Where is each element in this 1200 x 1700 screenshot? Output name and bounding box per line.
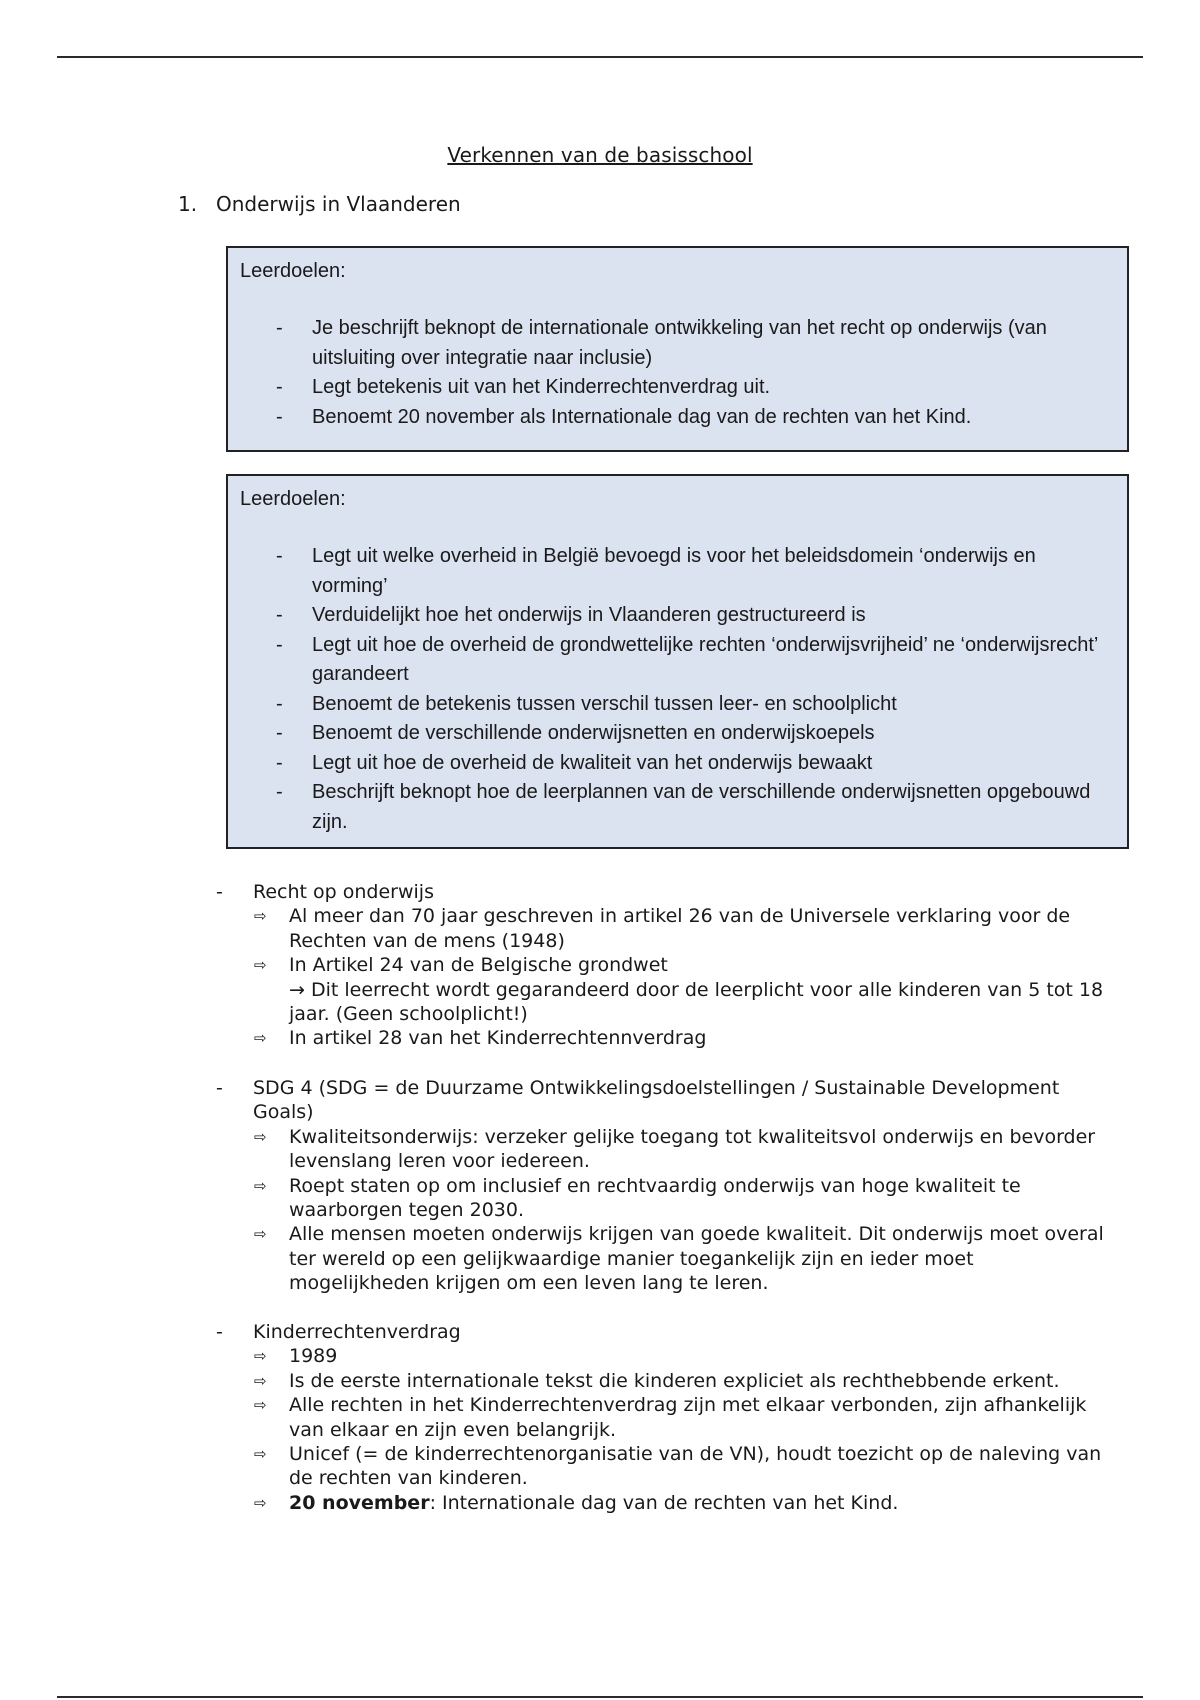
list-item [213, 1442, 1113, 1491]
list-item-text: Benoemt de betekenis tussen verschil tussen leer- en schoolplicht [312, 692, 897, 715]
learning-goals-box-2 [226, 474, 1129, 849]
arrow-list [213, 1344, 1113, 1515]
list-item [213, 953, 1113, 1026]
section-recht-op-onderwijs [213, 880, 1113, 1051]
list-item [213, 1369, 1113, 1393]
goals-list [240, 542, 1115, 837]
list-item [240, 601, 1115, 631]
list-item [240, 690, 1115, 720]
arrow-icon: ⇨ [254, 1127, 267, 1146]
arrow-icon: ⇨ [254, 1176, 267, 1195]
dash-bullet: - [276, 692, 283, 715]
list-item [213, 1026, 1113, 1050]
arrow-icon: ⇨ [254, 1347, 267, 1366]
list-item-text: 1989 [289, 1345, 338, 1368]
footer-rule [57, 1696, 1143, 1698]
list-item-text: In Artikel 24 van de Belgische grondwet [289, 954, 668, 977]
list-item-text: Is de eerste internationale tekst die kinderen expliciet als rechthebbende erkent. [289, 1369, 1060, 1392]
list-item [240, 631, 1115, 690]
list-item-text: In artikel 28 van het Kinderrechtennverdrag [289, 1027, 707, 1050]
dash-bullet: - [276, 633, 283, 656]
arrow-icon: ⇨ [254, 1225, 267, 1244]
list-item [213, 1174, 1113, 1223]
heading-text: Onderwijs in Vlaanderen [216, 192, 461, 216]
list-item-text: Kwaliteitsonderwijs: verzeker gelijke toegang tot kwaliteitsvol onderwijs en bevorder levenslang leren voor iedereen. [289, 1125, 1096, 1173]
heading-number: 1. [178, 192, 198, 216]
dash-bullet: - [276, 604, 283, 626]
section-head-text: Kinderrechtenverdrag [253, 1321, 461, 1343]
dash-bullet: - [276, 545, 283, 567]
list-item-text: Legt uit hoe de overheid de kwaliteit van het onderwijs bewaakt [312, 751, 873, 774]
list-item-text: Benoemt 20 november als Internationale dag van de rechten van het Kind. [312, 405, 972, 428]
section-head [213, 1076, 1113, 1125]
list-item [240, 403, 1115, 433]
dash-bullet: - [276, 722, 283, 744]
bold-date: 20 november [289, 1491, 430, 1514]
dash-bullet: - [276, 405, 283, 428]
section-sdg4 [213, 1076, 1113, 1296]
dash-bullet: - [216, 1321, 223, 1343]
section-head [213, 1320, 1113, 1344]
arrow-icon: ⇨ [254, 956, 267, 975]
box-title: Leerdoelen: [240, 488, 346, 510]
box-title: Leerdoelen: [240, 260, 346, 282]
list-item-text: Benoemt de verschillende onderwijsnetten en onderwijskoepels [312, 722, 875, 744]
list-item [213, 1125, 1113, 1174]
list-item [240, 778, 1115, 837]
section-head-text: Recht op onderwijs [253, 881, 434, 903]
dash-bullet: - [276, 376, 283, 398]
list-item-text: Al meer dan 70 jaar geschreven in artikel 26 van de Universele verklaring voor de Rechten van de mens (1948) [289, 905, 1071, 952]
list-item-text: Legt betekenis uit van het Kinderrechtenverdrag uit. [312, 376, 771, 398]
arrow-icon: ⇨ [254, 1029, 267, 1048]
list-item-note: → Dit leerrecht wordt gegarandeerd door de leerplicht voor alle kinderen van 5 tot 18 jaar. (Geen schoolplicht!) [289, 978, 1104, 1026]
list-item [240, 542, 1115, 601]
list-item-text: Alle rechten in het Kinderrechtenverdrag zijn met elkaar verbonden, zijn afhankelijk van elkaar en zijn even belangrijk. [289, 1394, 1087, 1441]
arrow-icon: ⇨ [254, 1493, 267, 1512]
list-item [213, 1491, 1113, 1515]
dash-bullet: - [216, 1077, 223, 1099]
list-item [240, 373, 1115, 403]
arrow-list [213, 904, 1113, 1050]
list-item-text: Beschrijft beknopt hoe de leerplannen van de verschillende onderwijsnetten opgebouwd zijn. [312, 781, 1091, 833]
list-item [240, 719, 1115, 749]
list-item-text: Alle mensen moeten onderwijs krijgen van goede kwaliteit. Dit onderwijs moet overal ter wereld op een gelijkwaardige manier toegankelijk zijn en ieder moet mogelijkheden krijgen om een leven lang te leren. [289, 1223, 1104, 1295]
list-item-text: : Internationale dag van de rechten van het Kind. [429, 1491, 899, 1514]
arrow-icon: ⇨ [254, 1371, 267, 1390]
list-item-text: Unicef (= de kinderrechtenorganisatie van de VN), houdt toezicht op de naleving van de rechten van kinderen. [289, 1443, 1102, 1490]
arrow-icon: ⇨ [254, 907, 267, 926]
page-title: Verkennen van de basisschool [447, 143, 753, 167]
section-heading [178, 192, 461, 216]
list-item-text: Legt uit welke overheid in België bevoegd is voor het beleidsdomein ‘onderwijs en vorming’ [312, 545, 1036, 597]
list-item-text: Verduidelijkt hoe het onderwijs in Vlaanderen gestructureerd is [312, 604, 866, 626]
list-item [213, 1344, 1113, 1368]
list-item-text: Je beschrijft beknopt de internationale ontwikkeling van het recht op onderwijs (van uitsluiting over integratie naar inclusie) [312, 317, 1047, 369]
arrow-icon: ⇨ [254, 1445, 267, 1464]
learning-goals-box-1 [226, 246, 1129, 452]
dash-bullet: - [276, 751, 283, 774]
section-kinderrechtenverdrag [213, 1320, 1113, 1515]
dash-bullet: - [276, 317, 283, 339]
list-item [213, 1393, 1113, 1442]
arrow-list [213, 1125, 1113, 1296]
dash-bullet: - [276, 781, 283, 803]
list-item [240, 749, 1115, 779]
header-rule [57, 56, 1143, 58]
section-head-text: SDG 4 (SDG = de Duurzame Ontwikkelingsdoelstellingen / Sustainable Development Goals) [253, 1077, 1060, 1124]
arrow-icon: ⇨ [254, 1396, 267, 1415]
list-item-text: Legt uit hoe de overheid de grondwettelijke rechten ‘onderwijsvrijheid’ ne ‘onderwijsrecht’ garandeert [312, 633, 1098, 685]
section-head [213, 880, 1113, 904]
list-item [240, 314, 1115, 373]
list-item [213, 1222, 1113, 1295]
goals-list [240, 314, 1115, 432]
list-item [213, 904, 1113, 953]
list-item-text: Roept staten op om inclusief en rechtvaardig onderwijs van hoge kwaliteit te waarborgen tegen 2030. [289, 1174, 1021, 1222]
dash-bullet: - [216, 881, 223, 903]
